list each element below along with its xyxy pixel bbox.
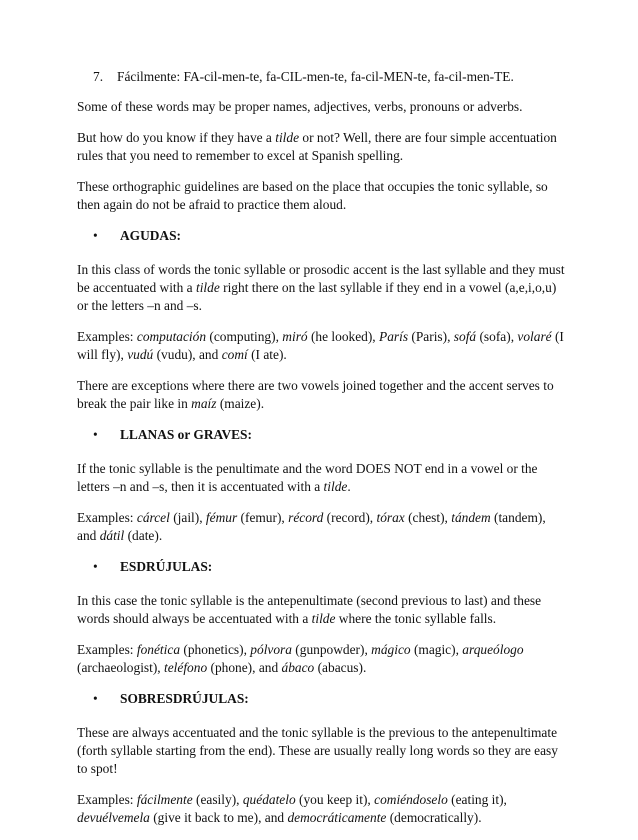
example-translation: (date). [124,528,163,543]
example-translation: (vudu), and [153,347,222,362]
example-translation: (you keep it), [295,792,375,807]
heading-label: SOBRESDRÚJULAS: [120,691,249,706]
example-translation: (magic), [410,642,463,657]
example-word: pólvora [250,642,292,657]
text-run: In this class of words the tonic syllable or prosodic accent is the last syllable and they must be accentuated with a [77,262,565,295]
example-word: fácilmente [136,792,193,807]
example-word: miró [282,329,308,344]
agudas-description [77,261,567,315]
heading-esdrujulas [93,558,567,576]
bullet-icon: • [93,228,98,243]
text-run: (maize). [216,396,265,411]
example-translation: (jail), [169,510,206,525]
agudas-examples [77,328,567,364]
text-run: If the tonic syllable is the penultimate and the word DOES NOT end in a vowel or the letters –n and –s, then it is accentuated with a [77,461,538,494]
example-word: tórax [376,510,405,525]
text-run: There are exceptions where there are two vowels joined together and the accent serves to break the pair like in [77,378,554,411]
text-run: right there on the last syllable if they end in a vowel (a,e,i,o,u) or the letters –n and –s. [77,280,557,313]
text-run: But how do you know if they have a [77,130,276,145]
example-translation: (phone), and [207,660,282,675]
agudas-exception [77,377,567,413]
text-run: In this case the tonic syllable is the antepenultimate (second previous to last) and these words should always be accentuated with a [77,593,542,626]
question-paragraph [77,129,567,165]
heading-label: ESDRÚJULAS: [120,559,213,574]
examples-label: Examples: [77,510,137,525]
example-translation: (I will fly), [77,329,564,362]
example-word: comiéndoselo [374,792,448,807]
italic-term: tilde [275,130,300,145]
examples-label: Examples: [77,642,137,657]
example-word: París [379,329,409,344]
example-word: dátil [99,528,125,543]
text-run: or not? Well, there are four simple accentuation rules that you need to remember to excel at Spanish spelling. [77,130,557,163]
document-body [77,68,567,840]
example-word: récord [288,510,324,525]
example-translation: (easily), [192,792,243,807]
list-number: 7. [93,69,104,84]
guidelines-paragraph: These orthographic guidelines are based on the place that occupies the tonic syllable, so then again do not be afraid to practice them aloud. [77,179,548,212]
example-translation: (give it back to me), and [149,810,288,825]
bullet-icon: • [93,559,98,574]
example-word: teléfono [164,660,208,675]
heading-label: AGUDAS: [120,228,182,243]
example-word: fémur [205,510,238,525]
bullet-icon: • [93,427,98,442]
example-word: computación [136,329,207,344]
esdrujulas-description [77,592,567,628]
examples-label: Examples: [77,792,137,807]
numbered-list-item [93,68,567,86]
example-word: vudú [127,347,154,362]
example-translation: (computing), [206,329,283,344]
example-word: volaré [517,329,552,344]
example-translation: (femur), [237,510,289,525]
example-translation: (eating it), [447,792,507,807]
example-word: arqueólogo [462,642,524,657]
example-translation: (democratically). [386,810,482,825]
example-word: maíz [191,396,217,411]
example-translation: (record), [323,510,377,525]
esdrujulas-examples [77,641,567,677]
italic-term: tilde [311,611,336,626]
example-word: devuélvemela [77,810,150,825]
example-translation: (chest), [404,510,452,525]
example-translation: (tandem), and [77,510,546,543]
example-translation: (gunpowder), [291,642,372,657]
example-translation: (abacus). [314,660,367,675]
example-word: ábaco [281,660,315,675]
heading-llanas [93,426,567,444]
example-translation: (he looked), [307,329,380,344]
heading-label: LLANAS or GRAVES: [120,427,252,442]
sobresdrujulas-description: These are always accentuated and the tonic syllable is the previous to the antepenultimate (forth syllable starting from the end). These are usually really long words so they are easy to spot! [77,725,558,776]
bullet-icon: • [93,691,98,706]
heading-sobresdrujulas [93,690,567,708]
example-word: cárcel [136,510,170,525]
list-item-text: Fácilmente: FA-cil-men-te, fa-CIL-men-te, fa-cil-MEN-te, fa-cil-men-TE. [117,69,514,84]
example-word: fonética [136,642,181,657]
example-translation: (phonetics), [180,642,251,657]
example-word: comí [221,347,248,362]
example-translation: (archaeologist), [77,660,164,675]
examples-label: Examples: [77,329,137,344]
intro-paragraph: Some of these words may be proper names, adjectives, verbs, pronouns or adverbs. [77,99,523,114]
example-translation: (I ate). [247,347,287,362]
example-translation: (sofa), [476,329,518,344]
sobresdrujulas-examples [77,791,567,827]
example-word: democráticamente [287,810,387,825]
text-run: where the tonic syllable falls. [335,611,497,626]
heading-agudas [93,227,567,245]
example-word: sofá [453,329,477,344]
italic-term: tilde [195,280,220,295]
example-word: quédatelo [242,792,296,807]
example-word: tándem [451,510,491,525]
llanas-description [77,460,567,496]
example-word: mágico [371,642,411,657]
example-translation: (Paris), [408,329,454,344]
llanas-examples [77,509,567,545]
text-run: . [347,479,351,494]
italic-term: tilde [323,479,348,494]
